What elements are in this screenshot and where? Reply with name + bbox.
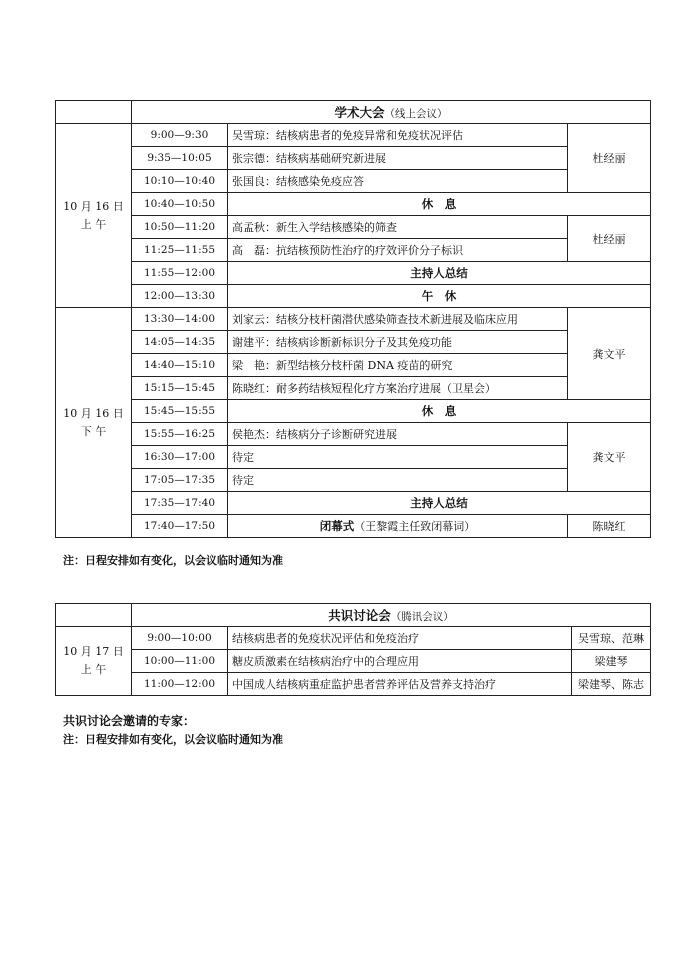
table-subtitle-text: （线上会议）	[384, 108, 448, 120]
time-cell: 10:40—10:50	[132, 193, 228, 216]
table-row	[56, 673, 651, 696]
time-cell: 15:15—15:45	[132, 377, 228, 400]
break-cell: 休 息	[228, 193, 651, 216]
table-row	[56, 124, 651, 147]
date-cell-afternoon: 10 月 16 日 下 午	[56, 308, 132, 538]
table-row	[56, 492, 651, 515]
date-cell: 10 月 17 日 上 午	[56, 627, 132, 696]
host-cell: 杜经丽	[568, 124, 651, 193]
topic-cell: 刘家云：结核分枝杆菌潜伏感染筛查技术新进展及临床应用	[228, 308, 568, 331]
topic-cell: 张宗德：结核病基础研究新进展	[228, 147, 568, 170]
consensus-meeting-block	[55, 603, 650, 696]
table-row	[56, 239, 651, 262]
table-row	[56, 423, 651, 446]
topic-cell: 陈晓红：耐多药结核短程化疗方案治疗进展（卫星会）	[228, 377, 568, 400]
summary-cell: 主持人总结	[228, 262, 651, 285]
time-cell: 9:35—10:05	[132, 147, 228, 170]
table-row	[56, 469, 651, 492]
time-cell: 10:10—10:40	[132, 170, 228, 193]
time-cell: 10:00—11:00	[132, 650, 228, 673]
topic-cell: 梁 艳：新型结核分枝杆菌 DNA 疫苗的研究	[228, 354, 568, 377]
time-cell: 15:45—15:55	[132, 400, 228, 423]
table-row	[56, 170, 651, 193]
topic-cell: 张国良：结核感染免疫应答	[228, 170, 568, 193]
time-cell: 14:05—14:35	[132, 331, 228, 354]
topic-cell: 谢建平：结核病诊断新标识分子及其免疫功能	[228, 331, 568, 354]
time-cell: 9:00—9:30	[132, 124, 228, 147]
host-cell: 梁建琴、陈志	[572, 673, 651, 696]
table-row	[56, 400, 651, 423]
host-cell: 龚文平	[568, 423, 651, 492]
table-row	[56, 193, 651, 216]
table-row	[56, 627, 651, 650]
time-cell: 11:55—12:00	[132, 262, 228, 285]
experts-label: 共识讨论会邀请的专家：	[63, 714, 196, 728]
table-row	[56, 147, 651, 170]
time-cell: 17:05—17:35	[132, 469, 228, 492]
topic-cell: 待定	[228, 469, 568, 492]
closing-title: 闭幕式	[319, 519, 355, 533]
time-cell: 14:40—15:10	[132, 354, 228, 377]
topic-cell: 结核病患者的免疫状况评估和免疫治疗	[228, 627, 572, 650]
host-cell: 梁建琴	[572, 650, 651, 673]
time-cell: 17:35—17:40	[132, 492, 228, 515]
break-cell: 休 息	[228, 400, 651, 423]
academic-conference-table	[55, 100, 651, 538]
host-cell: 陈晓红	[568, 515, 651, 538]
table-row	[56, 216, 651, 239]
topic-cell: 中国成人结核病重症监护患者营养评估及营养支持治疗	[228, 673, 572, 696]
topic-cell: 待定	[228, 446, 568, 469]
table-title	[132, 604, 651, 627]
table-row	[56, 262, 651, 285]
host-cell: 杜经丽	[568, 216, 651, 262]
academic-conference-block	[55, 100, 650, 538]
topic-cell: 糖皮质激素在结核病治疗中的合理应用	[228, 650, 572, 673]
time-cell: 11:25—11:55	[132, 239, 228, 262]
time-cell: 15:55—16:25	[132, 423, 228, 446]
time-cell: 11:00—12:00	[132, 673, 228, 696]
time-cell: 12:00—13:30	[132, 285, 228, 308]
table-row	[56, 446, 651, 469]
table-row	[56, 331, 651, 354]
table-title-text: 学术大会	[334, 105, 385, 120]
time-cell: 16:30—17:00	[132, 446, 228, 469]
date-cell-morning: 10 月 16 日 上 午	[56, 124, 132, 308]
table-row	[56, 308, 651, 331]
table-header-row	[56, 604, 651, 627]
table-row	[56, 515, 651, 538]
table-title-text: 共识讨论会	[328, 608, 391, 623]
time-cell: 9:00—10:00	[132, 627, 228, 650]
table-title	[132, 101, 651, 124]
schedule-note: 注：日程安排如有变化，以会议临时通知为准	[63, 554, 283, 567]
table-subtitle-text: （腾讯会议）	[390, 611, 454, 623]
time-cell: 10:50—11:20	[132, 216, 228, 239]
topic-cell: 侯艳杰：结核病分子诊断研究进展	[228, 423, 568, 446]
lunch-break-cell: 午 休	[228, 285, 651, 308]
topic-cell: 高孟秋：新生入学结核感染的筛查	[228, 216, 568, 239]
summary-cell: 主持人总结	[228, 492, 651, 515]
schedule-note-2: 注：日程安排如有变化，以会议临时通知为准	[63, 733, 283, 746]
table-row	[56, 377, 651, 400]
table-row	[56, 650, 651, 673]
closing-cell	[228, 515, 568, 538]
topic-cell: 高 磊：抗结核预防性治疗的疗效评价分子标识	[228, 239, 568, 262]
topic-cell: 吴雪琼：结核病患者的免疫异常和免疫状况评估	[228, 124, 568, 147]
host-cell: 吴雪琼、范琳	[572, 627, 651, 650]
table-header-row	[56, 101, 651, 124]
time-cell: 17:40—17:50	[132, 515, 228, 538]
table-row	[56, 354, 651, 377]
consensus-meeting-table	[55, 603, 651, 696]
closing-extra: （王黎霞主任致闭幕词）	[354, 520, 476, 533]
host-cell: 龚文平	[568, 308, 651, 400]
table-row	[56, 285, 651, 308]
time-cell: 13:30—14:00	[132, 308, 228, 331]
